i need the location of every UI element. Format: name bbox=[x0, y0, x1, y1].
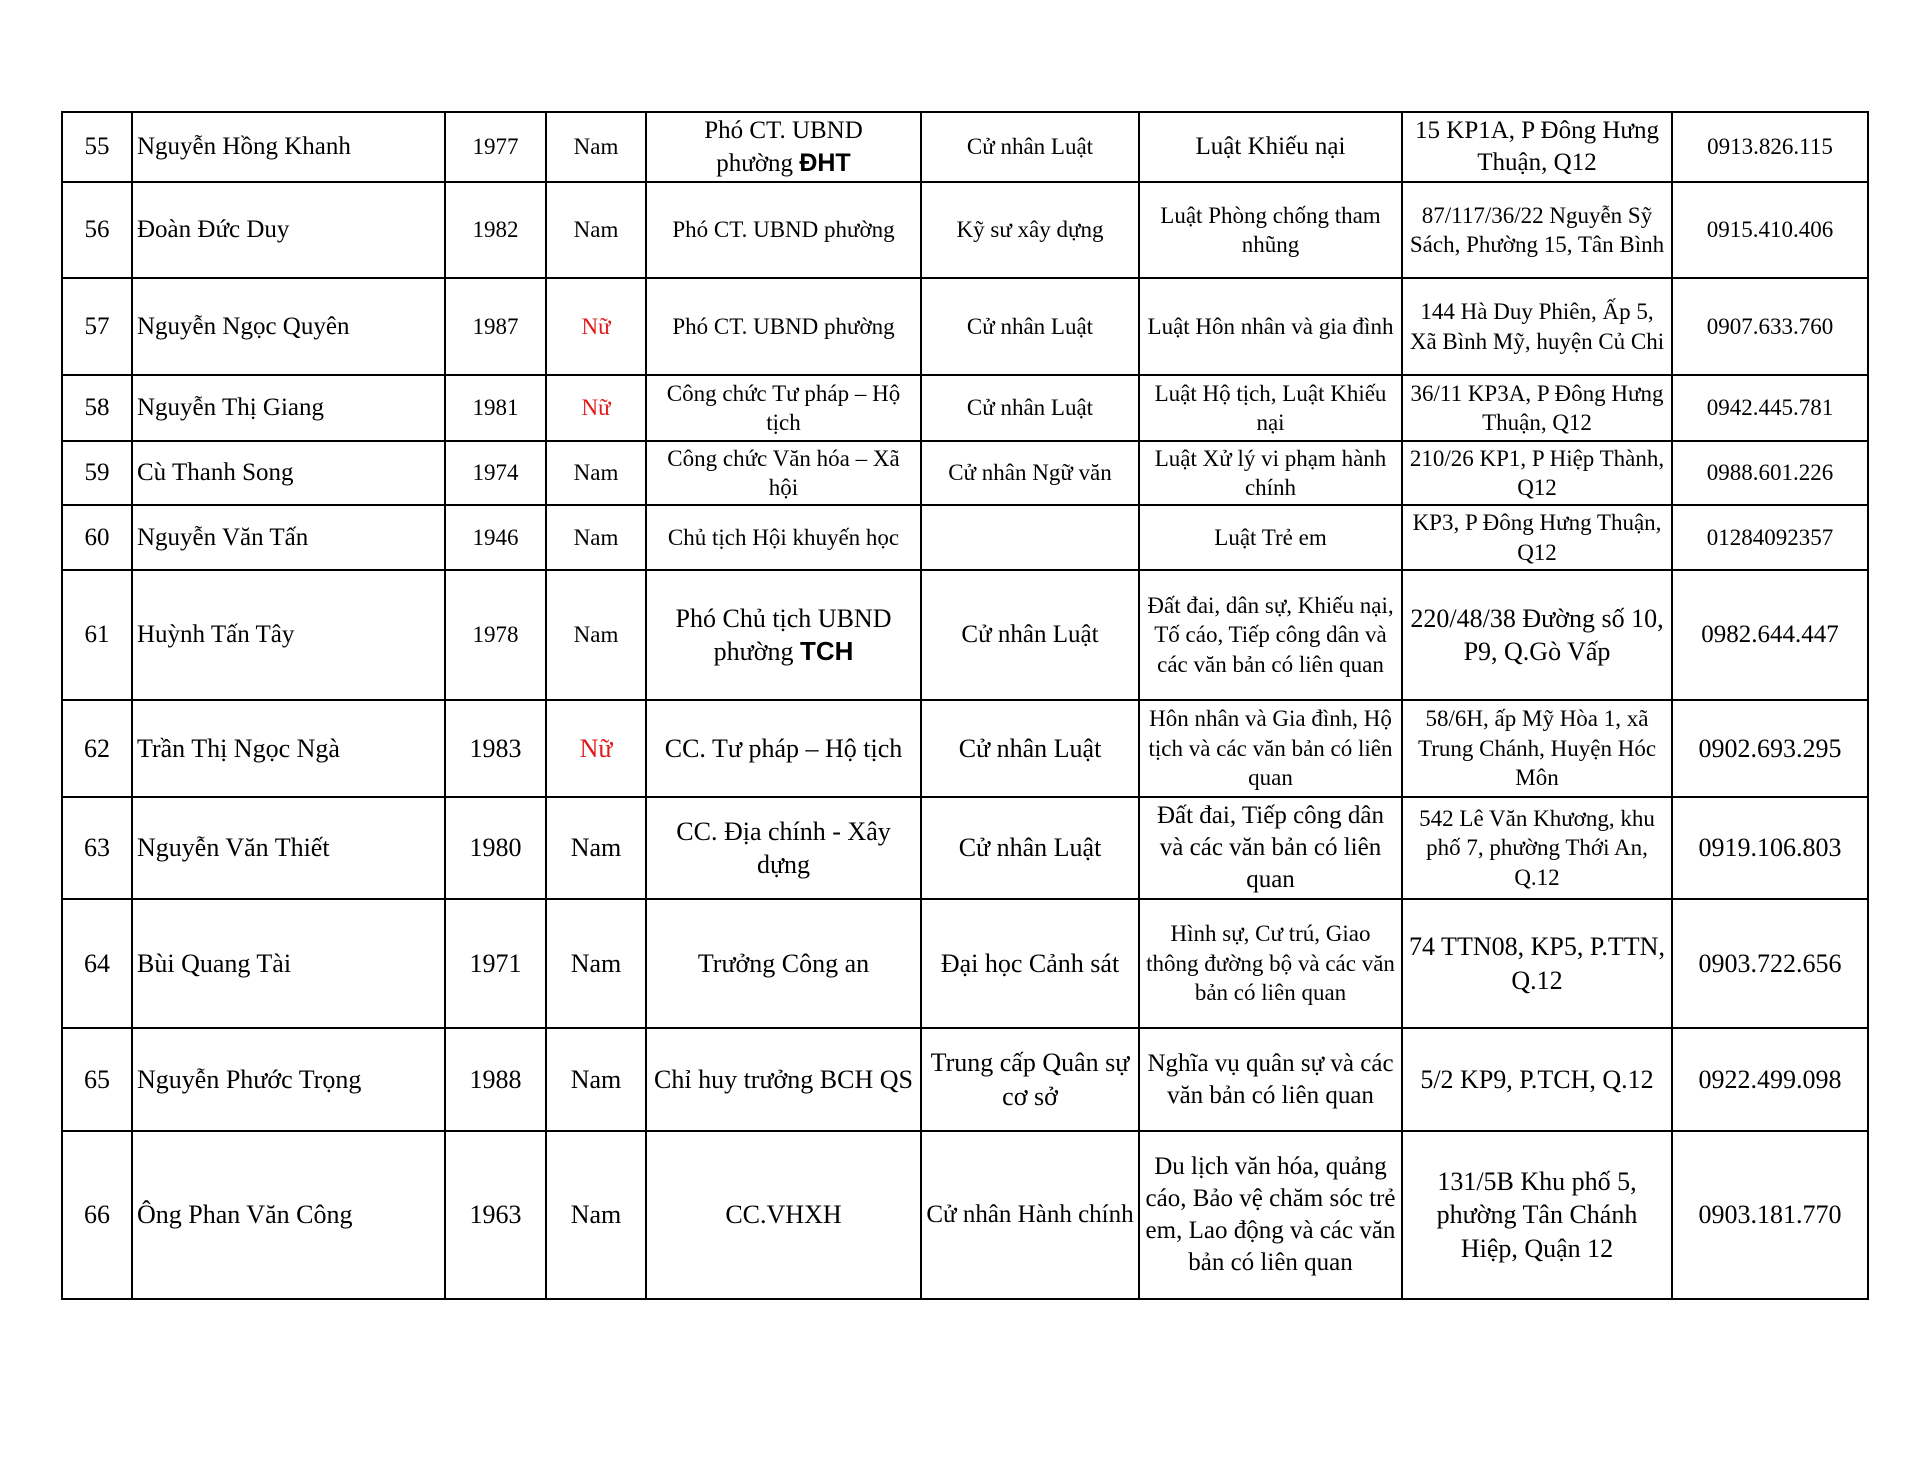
phone: 0902.693.295 bbox=[1672, 700, 1868, 797]
degree: Cử nhân Luật bbox=[921, 570, 1139, 700]
gender: Nam bbox=[546, 1131, 646, 1299]
birth-year: 1971 bbox=[445, 899, 546, 1028]
birth-year: 1983 bbox=[445, 700, 546, 797]
row-number: 61 bbox=[62, 570, 132, 700]
legal-field: Luật Phòng chống tham nhũng bbox=[1139, 182, 1402, 278]
position-text-2: phường bbox=[713, 637, 794, 666]
birth-year: 1978 bbox=[445, 570, 546, 700]
position bbox=[646, 112, 921, 182]
address: 5/2 KP9, P.TCH, Q.12 bbox=[1402, 1028, 1672, 1131]
row-number: 56 bbox=[62, 182, 132, 278]
phone: 0942.445.781 bbox=[1672, 375, 1868, 441]
position: Trưởng Công an bbox=[646, 899, 921, 1028]
address: 131/5B Khu phố 5, phường Tân Chánh Hiệp, Quận 12 bbox=[1402, 1131, 1672, 1299]
full-name: Đoàn Đức Duy bbox=[132, 182, 445, 278]
table-row bbox=[62, 700, 1868, 797]
table-row bbox=[62, 278, 1868, 375]
full-name: Nguyễn Phước Trọng bbox=[132, 1028, 445, 1131]
position-text-2: phường bbox=[716, 149, 794, 177]
birth-year: 1982 bbox=[445, 182, 546, 278]
phone: 01284092357 bbox=[1672, 505, 1868, 570]
position-abbrev: TCH bbox=[799, 636, 854, 666]
degree: Trung cấp Quân sự cơ sở bbox=[921, 1028, 1139, 1131]
birth-year: 1946 bbox=[445, 505, 546, 570]
table-row bbox=[62, 505, 1868, 570]
full-name: Nguyễn Hồng Khanh bbox=[132, 112, 445, 182]
degree: Cử nhân Ngữ văn bbox=[921, 441, 1139, 505]
degree: Kỹ sư xây dựng bbox=[921, 182, 1139, 278]
address: 87/117/36/22 Nguyễn Sỹ Sách, Phường 15, Tân Bình bbox=[1402, 182, 1672, 278]
position: Chủ tịch Hội khuyến học bbox=[646, 505, 921, 570]
birth-year: 1977 bbox=[445, 112, 546, 182]
full-name: Nguyễn Văn Thiết bbox=[132, 797, 445, 899]
phone: 0982.644.447 bbox=[1672, 570, 1868, 700]
phone: 0913.826.115 bbox=[1672, 112, 1868, 182]
full-name: Huỳnh Tấn Tây bbox=[132, 570, 445, 700]
position: CC. Địa chính - Xây dựng bbox=[646, 797, 921, 899]
birth-year: 1963 bbox=[445, 1131, 546, 1299]
address: 15 KP1A, P Đông Hưng Thuận, Q12 bbox=[1402, 112, 1672, 182]
gender: Nữ bbox=[546, 278, 646, 375]
legal-field: Đất đai, dân sự, Khiếu nại, Tố cáo, Tiếp công dân và các văn bản có liên quan bbox=[1139, 570, 1402, 700]
degree bbox=[921, 505, 1139, 570]
row-number: 59 bbox=[62, 441, 132, 505]
row-number: 57 bbox=[62, 278, 132, 375]
full-name: Nguyễn Văn Tấn bbox=[132, 505, 445, 570]
phone: 0988.601.226 bbox=[1672, 441, 1868, 505]
row-number: 60 bbox=[62, 505, 132, 570]
legal-field: Nghĩa vụ quân sự và các văn bản có liên quan bbox=[1139, 1028, 1402, 1131]
gender: Nam bbox=[546, 570, 646, 700]
gender: Nữ bbox=[546, 700, 646, 797]
row-number: 65 bbox=[62, 1028, 132, 1131]
address: 210/26 KP1, P Hiệp Thành, Q12 bbox=[1402, 441, 1672, 505]
address: 144 Hà Duy Phiên, Ấp 5, Xã Bình Mỹ, huyện Củ Chi bbox=[1402, 278, 1672, 375]
position: Công chức Văn hóa – Xã hội bbox=[646, 441, 921, 505]
legal-field: Hình sự, Cư trú, Giao thông đường bộ và các văn bản có liên quan bbox=[1139, 899, 1402, 1028]
full-name: Nguyễn Ngọc Quyên bbox=[132, 278, 445, 375]
address: KP3, P Đông Hưng Thuận, Q12 bbox=[1402, 505, 1672, 570]
full-name: Ông Phan Văn Công bbox=[132, 1131, 445, 1299]
legal-field: Luật Hôn nhân và gia đình bbox=[1139, 278, 1402, 375]
row-number: 63 bbox=[62, 797, 132, 899]
degree: Cử nhân Luật bbox=[921, 278, 1139, 375]
phone: 0919.106.803 bbox=[1672, 797, 1868, 899]
table-row bbox=[62, 112, 1868, 182]
gender: Nam bbox=[546, 112, 646, 182]
address: 58/6H, ấp Mỹ Hòa 1, xã Trung Chánh, Huyện Hóc Môn bbox=[1402, 700, 1672, 797]
full-name: Trần Thị Ngọc Ngà bbox=[132, 700, 445, 797]
birth-year: 1981 bbox=[445, 375, 546, 441]
phone: 0907.633.760 bbox=[1672, 278, 1868, 375]
table-row bbox=[62, 570, 1868, 700]
legal-field: Du lịch văn hóa, quảng cáo, Bảo vệ chăm sóc trẻ em, Lao động và các văn bản có liên quan bbox=[1139, 1131, 1402, 1299]
position: Công chức Tư pháp – Hộ tịch bbox=[646, 375, 921, 441]
address: 220/48/38 Đường số 10, P9, Q.Gò Vấp bbox=[1402, 570, 1672, 700]
position: Phó CT. UBND phường bbox=[646, 182, 921, 278]
gender: Nam bbox=[546, 182, 646, 278]
row-number: 55 bbox=[62, 112, 132, 182]
legal-field: Đất đai, Tiếp công dân và các văn bản có liên quan bbox=[1139, 797, 1402, 899]
legal-field: Luật Trẻ em bbox=[1139, 505, 1402, 570]
position bbox=[646, 570, 921, 700]
personnel-table bbox=[61, 111, 1869, 1300]
table-row bbox=[62, 899, 1868, 1028]
gender: Nam bbox=[546, 505, 646, 570]
address: 74 TTN08, KP5, P.TTN, Q.12 bbox=[1402, 899, 1672, 1028]
table-row bbox=[62, 182, 1868, 278]
position: CC.VHXH bbox=[646, 1131, 921, 1299]
address: 542 Lê Văn Khương, khu phố 7, phường Thới An, Q.12 bbox=[1402, 797, 1672, 899]
legal-field: Hôn nhân và Gia đình, Hộ tịch và các văn bản có liên quan bbox=[1139, 700, 1402, 797]
phone: 0903.181.770 bbox=[1672, 1131, 1868, 1299]
legal-field: Luật Hộ tịch, Luật Khiếu nại bbox=[1139, 375, 1402, 441]
gender: Nam bbox=[546, 797, 646, 899]
phone: 0903.722.656 bbox=[1672, 899, 1868, 1028]
row-number: 62 bbox=[62, 700, 132, 797]
birth-year: 1974 bbox=[445, 441, 546, 505]
degree: Cử nhân Luật bbox=[921, 700, 1139, 797]
birth-year: 1988 bbox=[445, 1028, 546, 1131]
birth-year: 1980 bbox=[445, 797, 546, 899]
gender: Nam bbox=[546, 899, 646, 1028]
row-number: 66 bbox=[62, 1131, 132, 1299]
position: Chỉ huy trưởng BCH QS bbox=[646, 1028, 921, 1131]
birth-year: 1987 bbox=[445, 278, 546, 375]
degree: Đại học Cảnh sát bbox=[921, 899, 1139, 1028]
phone: 0922.499.098 bbox=[1672, 1028, 1868, 1131]
degree: Cử nhân Hành chính bbox=[921, 1131, 1139, 1299]
table-row bbox=[62, 441, 1868, 505]
position-abbrev: ĐHT bbox=[799, 148, 851, 177]
position: Phó CT. UBND phường bbox=[646, 278, 921, 375]
position-text: Phó Chủ tịch UBND bbox=[675, 603, 892, 633]
full-name: Nguyễn Thị Giang bbox=[132, 375, 445, 441]
table-row bbox=[62, 797, 1868, 899]
phone: 0915.410.406 bbox=[1672, 182, 1868, 278]
gender: Nam bbox=[546, 1028, 646, 1131]
row-number: 64 bbox=[62, 899, 132, 1028]
gender: Nam bbox=[546, 441, 646, 505]
position: CC. Tư pháp – Hộ tịch bbox=[646, 700, 921, 797]
legal-field: Luật Khiếu nại bbox=[1139, 112, 1402, 182]
row-number: 58 bbox=[62, 375, 132, 441]
table-row bbox=[62, 375, 1868, 441]
table-row bbox=[62, 1028, 1868, 1131]
degree: Cử nhân Luật bbox=[921, 375, 1139, 441]
full-name: Cù Thanh Song bbox=[132, 441, 445, 505]
degree: Cử nhân Luật bbox=[921, 112, 1139, 182]
address: 36/11 KP3A, P Đông Hưng Thuận, Q12 bbox=[1402, 375, 1672, 441]
full-name: Bùi Quang Tài bbox=[132, 899, 445, 1028]
position-text: Phó CT. UBND bbox=[704, 116, 863, 144]
gender: Nữ bbox=[546, 375, 646, 441]
legal-field: Luật Xử lý vi phạm hành chính bbox=[1139, 441, 1402, 505]
degree: Cử nhân Luật bbox=[921, 797, 1139, 899]
table-row bbox=[62, 1131, 1868, 1299]
